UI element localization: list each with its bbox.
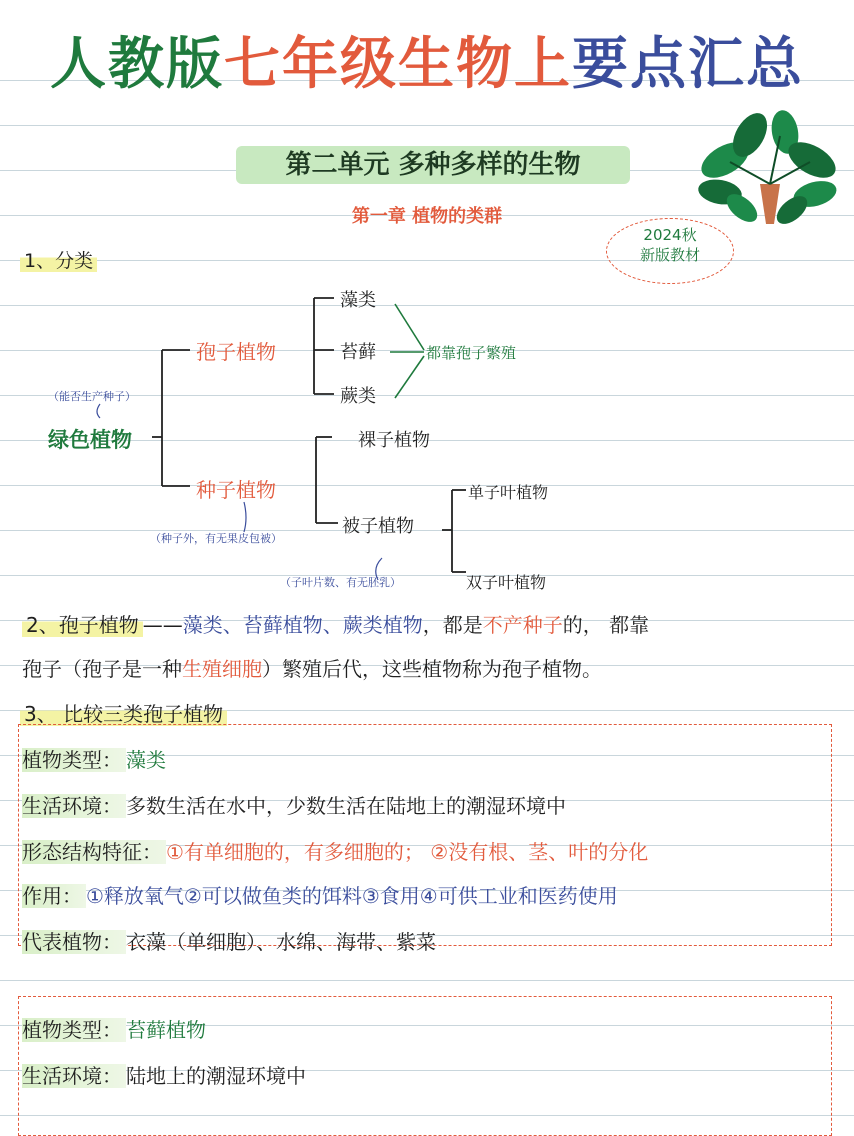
tree-seed: 种子植物: [196, 478, 276, 502]
spore-plant-types: 藻类、苔藓植物、蕨类植物: [182, 613, 423, 637]
tree-algae: 藻类: [340, 290, 376, 311]
tree-angio: 被子植物: [342, 516, 414, 537]
section2-heading: 2、孢子植物: [22, 613, 143, 637]
chapter-title: 第一章 植物的类群: [351, 206, 503, 227]
unit-title: 第二单元 多种多样的生物: [236, 146, 630, 184]
section2-line1: 2、孢子植物 ——藻类、苔藓植物、蕨类植物，都是不产种子的， 都靠: [22, 602, 834, 648]
page-title: [0, 30, 854, 100]
moss-type-row: 植物类型： 苔藓植物: [22, 1018, 206, 1042]
tree-fern: 蕨类: [340, 386, 376, 407]
algae-rep-row: 代表植物： 衣藻（单细胞）、水绵、海带、紫菜: [22, 930, 436, 954]
tree-spore: 孢子植物: [196, 340, 276, 364]
algae-type-value: 藻类: [126, 748, 166, 772]
section1-heading: 1、分类: [20, 246, 97, 273]
tree-moss: 苔藓: [340, 342, 376, 363]
seed-note: （种子外，有无果皮包被）: [150, 532, 282, 545]
section2-line2: 孢子（孢子是一种生殖细胞）繁殖后代，这些植物称为孢子植物。: [22, 657, 602, 681]
algae-type-row: 植物类型： 藻类: [22, 748, 166, 772]
algae-struct-row: 形态结构特征： ①有单细胞的，有多细胞的； ②没有根、茎、叶的分化: [22, 840, 649, 864]
root-note: （能否生产种子）: [48, 390, 136, 403]
spore-note: 都靠孢子繁殖: [426, 344, 517, 362]
edition-stamp: [606, 218, 734, 284]
tree-gymno: 裸子植物: [358, 430, 430, 451]
title-part2: 七年级生物上: [224, 32, 572, 97]
algae-use-row: 作用： ①释放氧气②可以做鱼类的饵料③食用④可供工业和医药使用: [22, 884, 618, 908]
stamp-line1: 2024秋: [643, 226, 697, 244]
title-part3: 要点汇总: [572, 32, 804, 97]
section3-heading: 3、 比较三类孢子植物: [20, 698, 227, 727]
no-seed-text: 不产种子: [482, 613, 563, 637]
algae-env-row: 生活环境： 多数生活在水中，少数生活在陆地上的潮湿环境中: [22, 794, 566, 818]
angio-note: （子叶片数、有无胚乳）: [280, 576, 401, 589]
stamp-line2: 新版教材: [639, 246, 700, 264]
title-part1: 人教版: [50, 32, 224, 97]
tree-root: 绿色植物: [48, 428, 132, 452]
tree-dico: 双子叶植物: [466, 573, 547, 592]
moss-env-row: 生活环境： 陆地上的潮湿环境中: [22, 1064, 306, 1088]
tree-mono: 单子叶植物: [468, 483, 549, 502]
reproductive-cell-text: 生殖细胞: [182, 657, 262, 681]
moss-type-value: 苔藓植物: [126, 1018, 206, 1042]
